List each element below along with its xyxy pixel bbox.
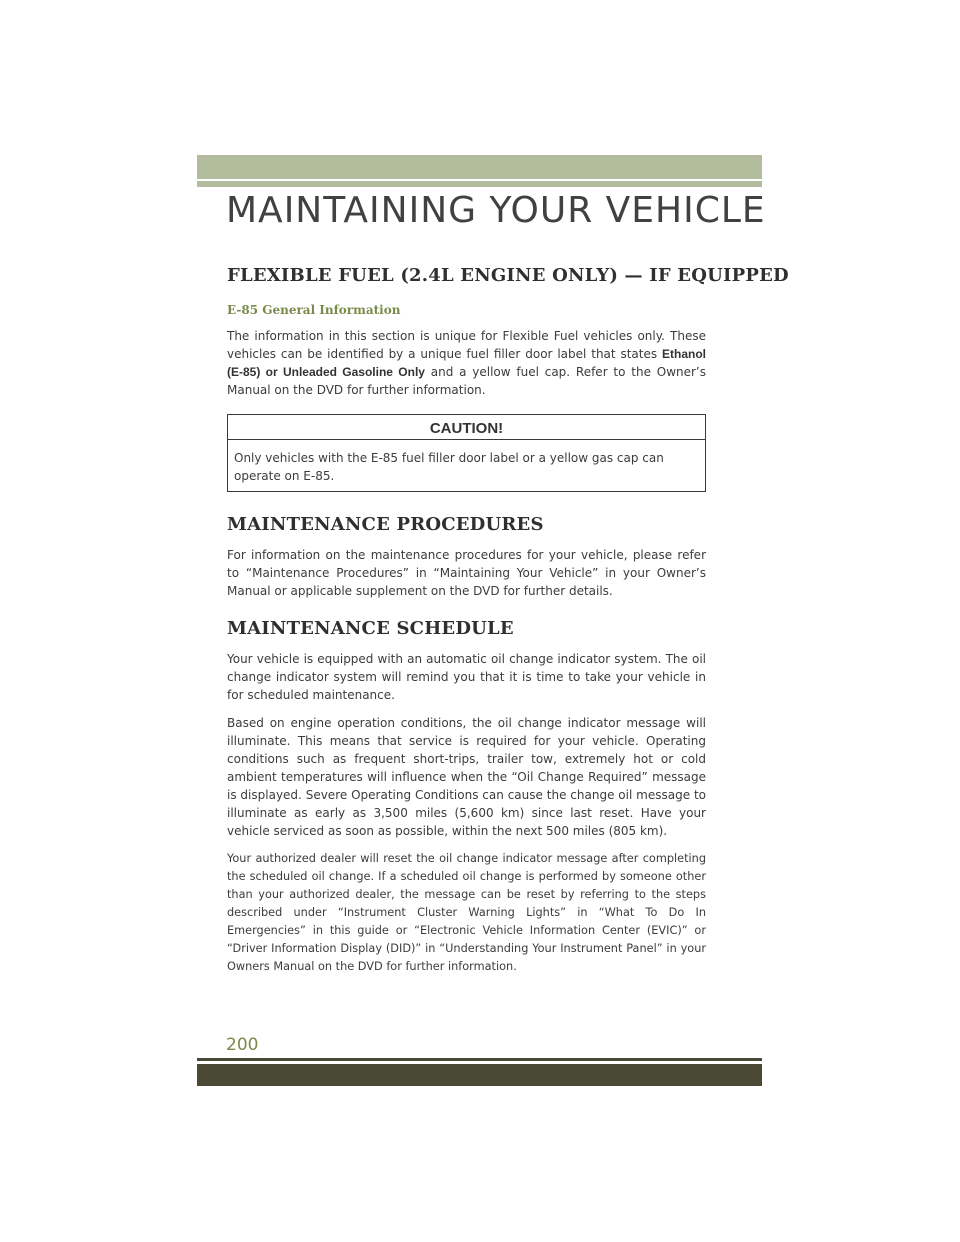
e85-subheading: E-85 General Information [227, 303, 401, 317]
schedule-paragraph-2: Based on engine operation conditions, the oil change indicator message will illuminate. This means that service is required for your vehicle. Operating conditions such as frequent short-trips, trailer tow, extremely hot or cold ambient temperatures will influence when the “Oil Change Required” message is displayed. Severe Operating Conditions can cause the change oil message to illuminate as early as 3,500 miles (5,600 km) since last reset. Have your vehicle serviced as soon as possible, within the next 500 miles (805 km). [227, 716, 706, 838]
schedule-paragraph-1: Your vehicle is equipped with an automatic oil change indicator system. The oil change indicator system will remind you that it is time to take your vehicle in for scheduled maintenance. [227, 652, 706, 702]
procedures-paragraph: For information on the maintenance procedures for your vehicle, please refer to “Maintenance Procedures” in “Maintaining Your Vehicle” in your Owner’s Manual or applicable supplement on the DVD for further details. [227, 548, 706, 598]
header-band [197, 155, 762, 179]
fuel-label-emphasis: Ethanol (E-85) or Unleaded Gasoline Only [227, 347, 706, 379]
schedule-paragraph-3: Your authorized dealer will reset the oil change indicator message after completing the scheduled oil change. If a scheduled oil change is performed by someone other than your authorized dealer, the message can be reset by referring to the steps described under “Instrument Cluster Warning Lights” in “What To Do In Emergencies” in this guide or “Electronic Vehicle Information Center (EVIC)” or “Driver Information Display (DID)” in “Understanding Your Instrument Panel” in your Owners Manual on the DVD for further information. [227, 852, 706, 973]
footer-rule [197, 1058, 762, 1061]
page-content [227, 265, 789, 976]
procedures-heading: MAINTENANCE PROCEDURES [227, 514, 544, 535]
flex-fuel-text-start: The information in this section is unique for Flexible Fuel vehicles only. These vehicles can be identified by a unique fuel filler door label that states [227, 329, 706, 361]
page-number: 200 [226, 1035, 259, 1055]
caution-text: Only vehicles with the E-85 fuel filler door label or a yellow gas cap can operate on E-85. [234, 451, 664, 483]
flex-fuel-paragraph [227, 327, 706, 399]
flex-fuel-heading: FLEXIBLE FUEL (2.4L ENGINE ONLY) — IF EQUIPPED [227, 265, 789, 286]
caution-box [227, 414, 706, 492]
footer-band [197, 1064, 762, 1086]
flex-fuel-text-end: and a yellow fuel cap. Refer to the Owner’s Manual on the DVD for further information. [227, 365, 706, 397]
schedule-heading: MAINTENANCE SCHEDULE [227, 618, 514, 639]
header-rule [197, 181, 762, 187]
chapter-title: MAINTAINING YOUR VEHICLE [226, 190, 766, 231]
caution-title: CAUTION! [228, 415, 705, 440]
